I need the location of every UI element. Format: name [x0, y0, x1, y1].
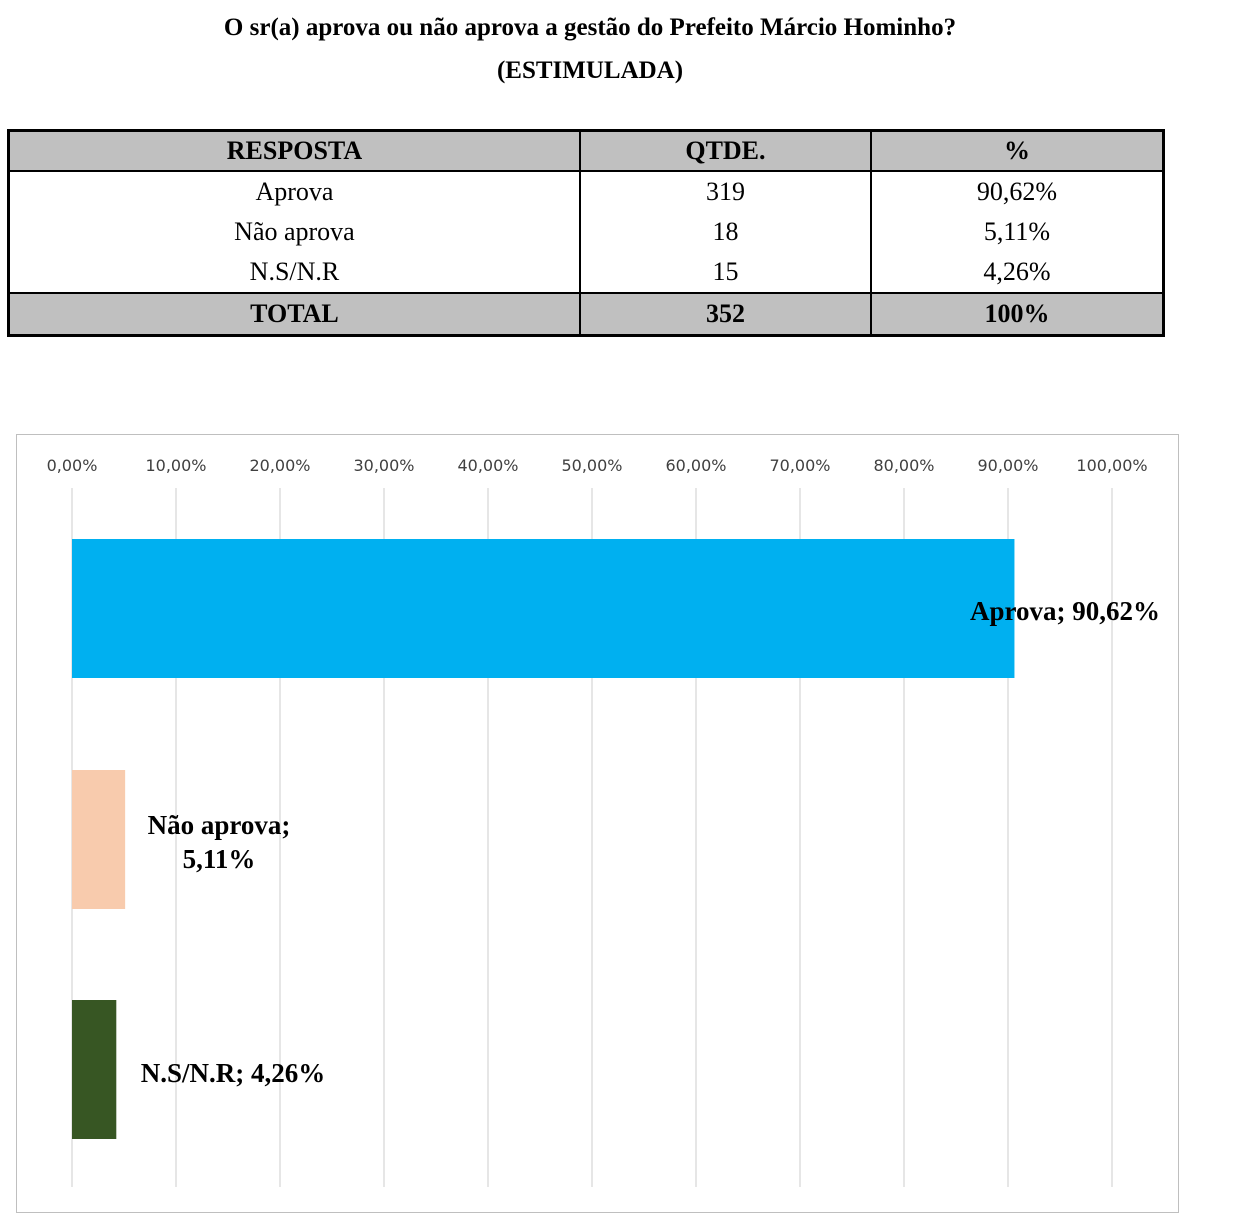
chart-title: O sr(a) aprova ou não aprova a gestão do Prefeito Márcio Hominho?	[223, 14, 957, 41]
x-tick-label: 30,00%	[353, 456, 415, 475]
data-label-line: 5,11%	[182, 844, 256, 874]
data-label	[970, 596, 1160, 626]
x-tick-label: 60,00%	[665, 456, 727, 475]
total-qtde: 352	[580, 293, 871, 336]
chart-subtitle: (ESTIMULADA)	[496, 57, 684, 84]
total-resposta: TOTAL	[9, 293, 580, 336]
cell-resposta: Aprova	[9, 171, 580, 212]
bar-n-s-n-r	[72, 1000, 116, 1139]
data-label	[141, 1058, 326, 1088]
x-tick-label: 50,00%	[561, 456, 623, 475]
x-tick-label: 80,00%	[873, 456, 935, 475]
data-label	[148, 810, 291, 874]
x-tick-label: 0,00%	[46, 456, 98, 475]
cell-resposta: N.S/N.R	[9, 252, 580, 293]
total-pct: 100%	[871, 293, 1164, 336]
x-tick-label: 90,00%	[977, 456, 1039, 475]
cell-pct: 5,11%	[871, 212, 1164, 252]
x-tick-label: 70,00%	[769, 456, 831, 475]
cell-qtde: 15	[580, 252, 871, 293]
header-pct: %	[871, 131, 1164, 172]
header-qtde: QTDE.	[580, 131, 871, 172]
cell-qtde: 18	[580, 212, 871, 252]
cell-qtde: 319	[580, 171, 871, 212]
cell-resposta: Não aprova	[9, 212, 580, 252]
data-label-line: Aprova; 90,62%	[969, 596, 1161, 626]
header-resposta: RESPOSTA	[9, 131, 580, 172]
data-label-line: N.S/N.R; 4,26%	[140, 1058, 326, 1088]
bar-n-o-aprova	[72, 770, 125, 909]
cell-pct: 90,62%	[871, 171, 1164, 212]
x-tick-label: 100,00%	[1076, 456, 1148, 475]
cell-pct: 4,26%	[871, 252, 1164, 293]
x-tick-label: 40,00%	[457, 456, 519, 475]
data-label-line: Não aprova;	[147, 810, 291, 840]
bar-aprova	[72, 539, 1014, 678]
x-tick-label: 20,00%	[249, 456, 311, 475]
x-tick-label: 10,00%	[145, 456, 207, 475]
